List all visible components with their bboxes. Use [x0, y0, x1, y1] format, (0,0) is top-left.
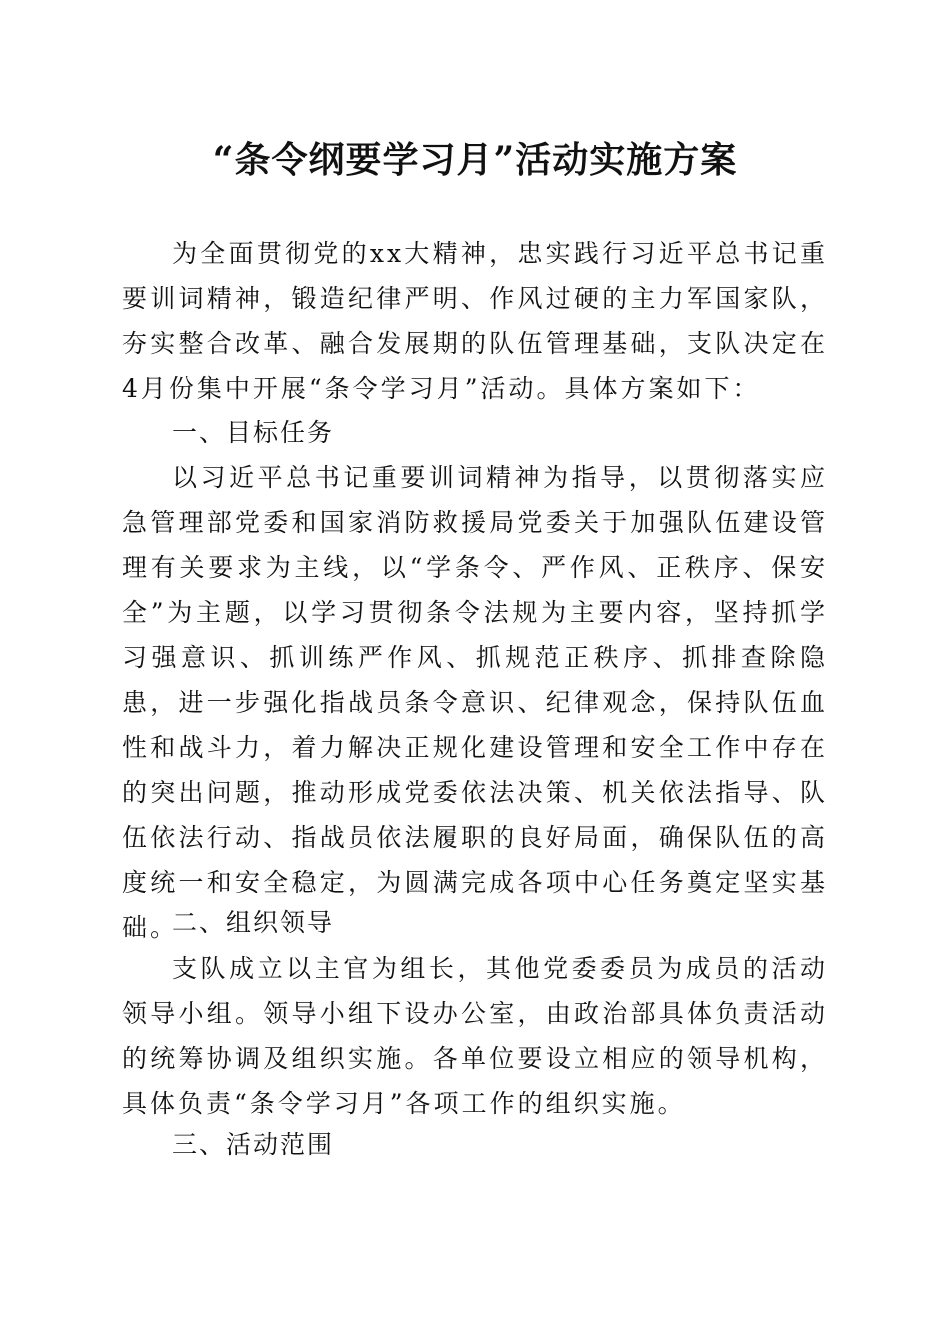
- intro-paragraph: 为全面贯彻党的xx大精神，忠实践行习近平总书记重要训词精神，锻造纪律严明、作风过硬的主力军国家队，夯实整合改革、融合发展期的队伍管理基础，支队决定在4月份集中开展“条令学习月”活动。具体方案如下：: [122, 239, 828, 403]
- section-heading-scope: 三、活动范围: [172, 1130, 335, 1159]
- section-heading-organization: 二、组织领导: [172, 908, 335, 937]
- section-heading-goals: 一、目标任务: [172, 418, 335, 447]
- document-title: “条令纲要学习月”活动实施方案: [212, 139, 738, 181]
- section-body-organization: 支队成立以主官为组长，其他党委委员为成员的活动领导小组。领导小组下设办公室，由政治部具体负责活动的统筹协调及组织实施。各单位要设立相应的领导机构，具体负责“条令学习月”各项工作的组织实施。: [122, 954, 828, 1118]
- section-body-goals: 以习近平总书记重要训词精神为指导，以贯彻落实应急管理部党委和国家消防救援局党委关于加强队伍建设管理有关要求为主线，以“学条令、严作风、正秩序、保安全”为主题，以学习贯彻条令法规为主要内容，坚持抓学习强意识、抓训练严作风、抓规范正秩序、抓排查除隐患，进一步强化指战员条令意识、纪律观念，保持队伍血性和战斗力，着力解决正规化建设管理和安全工作中存在的突出问题，推动形成党委依法决策、机关依法指导、队伍依法行动、指战员依法履职的良好局面，确保队伍的高度统一和安全稳定，为圆满完成各项中心任务奠定坚实基础。: [122, 463, 828, 942]
